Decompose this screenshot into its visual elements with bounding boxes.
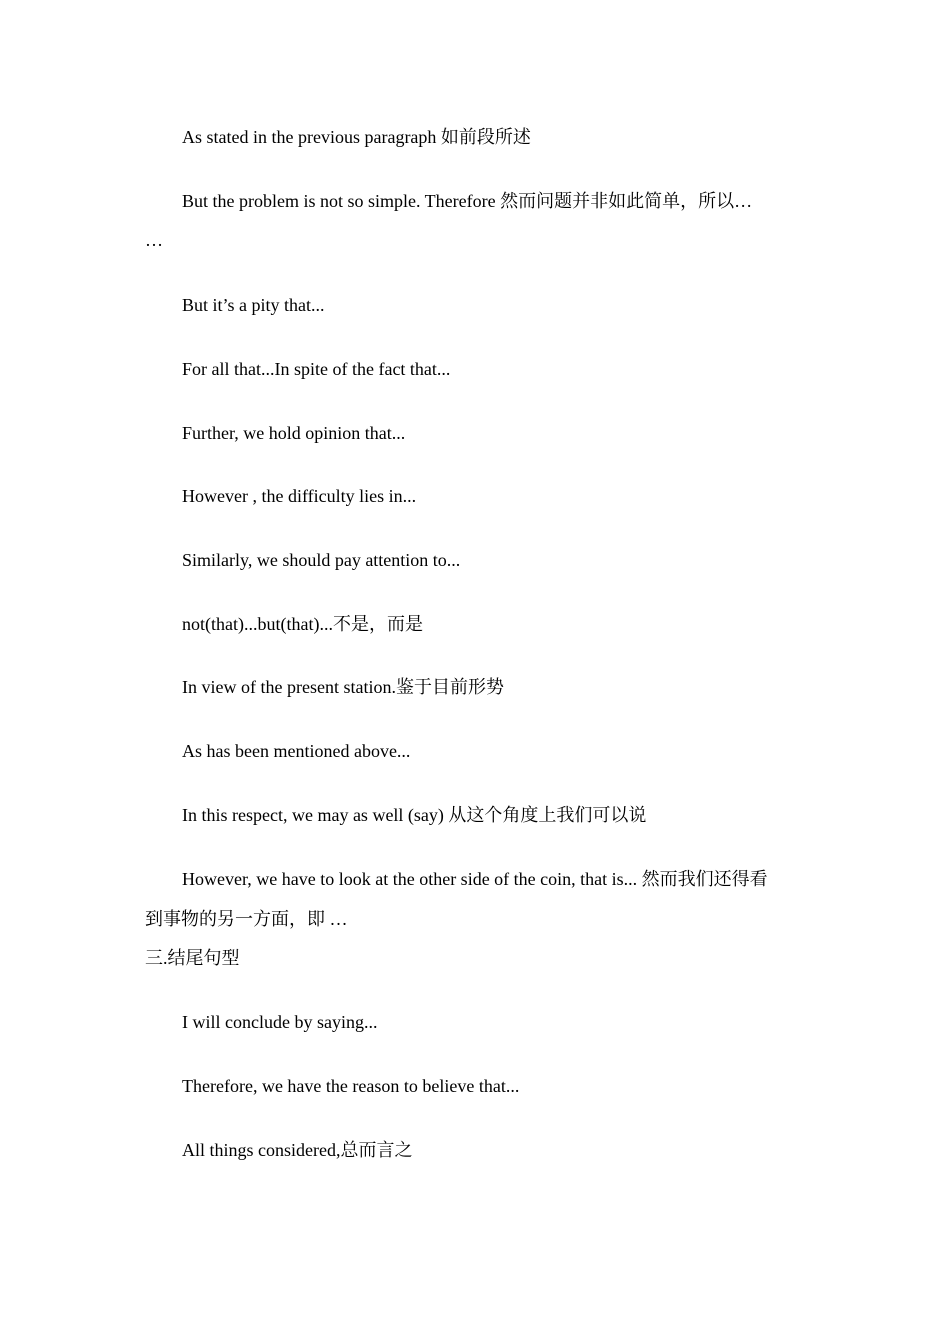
text-line: I will conclude by saying...: [182, 1012, 378, 1032]
text-line: But it’s a pity that...: [182, 295, 325, 315]
text-line: However , the difficulty lies in...: [182, 486, 417, 506]
text-line: Further, we hold opinion that...: [182, 423, 406, 443]
text-line: Similarly, we should pay attention to...: [182, 550, 461, 570]
section-heading: 三.结尾句型: [145, 948, 240, 968]
text-line: Therefore, we have the reason to believe that...: [182, 1076, 520, 1096]
text-line: As stated in the previous paragraph 如前段所述: [182, 127, 531, 147]
text-line: not(that)...but(that)...不是，而是: [182, 614, 423, 634]
text-line: In this respect, we may as well (say) 从这个角度上我们可以说: [182, 805, 647, 825]
text-line: In view of the present station.鉴于目前形势: [182, 677, 504, 697]
text-line: As has been mentioned above...: [182, 741, 411, 761]
text-line: …: [145, 230, 163, 250]
text-line: For all that...In spite of the fact that...: [182, 359, 451, 379]
text-line: However, we have to look at the other side of the coin, that is... 然而我们还得看: [182, 869, 768, 889]
text-line: But the problem is not so simple. Therefore 然而问题并非如此简单，所以…: [182, 191, 753, 211]
text-line: 到事物的另一方面，即 …: [145, 909, 348, 929]
text-line: All things considered,总而言之: [182, 1140, 413, 1160]
